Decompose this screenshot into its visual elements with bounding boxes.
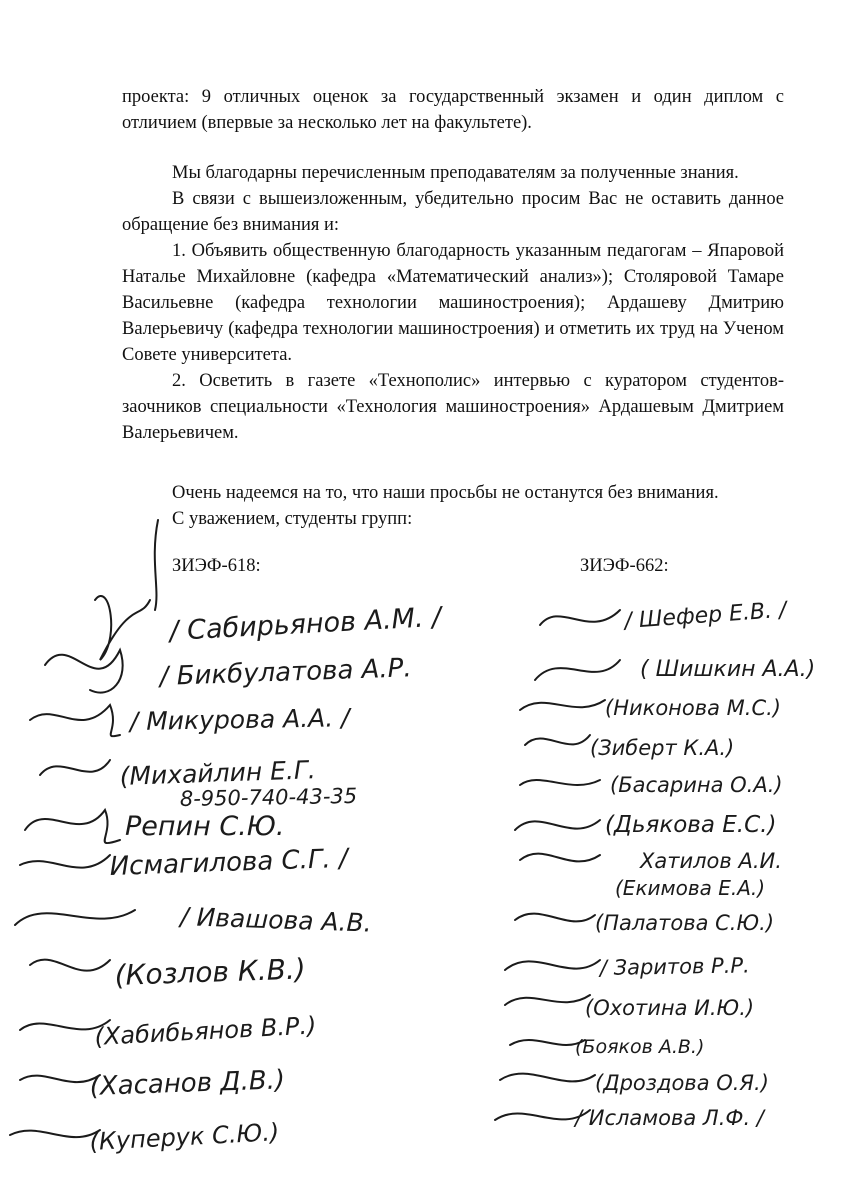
signature-right-14: / Исламова Л.Ф. / xyxy=(575,1106,764,1130)
signature-left-1: / Сабирьянов А.М. / xyxy=(168,601,442,647)
signature-left-9: (Хабибьянов В.Р.) xyxy=(93,1011,318,1051)
signature-right-6: (Дьякова Е.С.) xyxy=(605,812,777,838)
signature-right-4: (Зиберт К.А.) xyxy=(590,736,735,760)
paragraph-project-results: проекта: 9 отличных оценок за государственный экзамен и один диплом с отличием (впервые за несколько лет на факультете). xyxy=(122,87,784,133)
group-title-left: ЗИЭФ-618: xyxy=(172,556,261,576)
group-title-right: ЗИЭФ-662: xyxy=(580,556,669,576)
signature-left-8: (Козлов К.В.) xyxy=(114,952,307,992)
signature-left-3: / Микурова А.А. / xyxy=(129,703,350,736)
signature-left-7: / Ивашова А.В. xyxy=(179,902,373,938)
signature-right-13: (Дроздова О.Я.) xyxy=(595,1071,769,1095)
signature-right-10: / Заритов Р.Р. xyxy=(599,953,750,980)
signature-left-11: (Куперук С.Ю.) xyxy=(88,1118,280,1156)
signature-right-1: / Шефер Е.В. / xyxy=(623,597,788,634)
signature-left-2: / Бикбулатова А.Р. xyxy=(159,653,413,692)
signature-right-9: (Палатова С.Ю.) xyxy=(595,911,775,935)
signature-right-8: (Екимова Е.А.) xyxy=(615,876,766,900)
signature-right-3: (Никонова М.С.) xyxy=(605,696,781,720)
signature-left-phone: 8-950-740-43-35 xyxy=(179,783,358,811)
paragraph-regards: С уважением, студенты групп: xyxy=(172,509,413,529)
request-item-1: 1. Объявить общественную благодарность указанным педагогам – Япаровой Наталье Михайловне (кафедра «Математический анализ»); Столяровой Тамаре Васильевне (кафедра технологии машиностроения); Ардашеву Дмитрию Валерьевичу (кафедра технологии машиностроения) и отметить их труд на Ученом Совете университета. xyxy=(122,241,784,365)
signature-right-5: (Басарина О.А.) xyxy=(610,773,783,797)
signature-left-10: (Хасанов Д.В.) xyxy=(89,1065,286,1102)
signature-right-2: ( Шишкин А.А.) xyxy=(640,657,816,682)
signature-left-4: (Михайлин Е.Г. xyxy=(119,755,317,791)
signature-left-5: Репин С.Ю. xyxy=(125,811,285,842)
signature-right-11: (Охотина И.Ю.) xyxy=(585,996,755,1020)
paragraph-hope: Очень надеемся на то, что наши просьбы не останутся без внимания. xyxy=(172,483,719,503)
signature-right-12: (Бояков А.В.) xyxy=(575,1036,705,1058)
request-item-2: 2. Осветить в газете «Технополис» интервью с куратором студентов-заочников специальности «Технология машиностроения» Ардашевым Дмитрием Валерьевичем. xyxy=(122,371,784,443)
paragraph-request: В связи с вышеизложенным, убедительно просим Вас не оставить данное обращение без внимания и: xyxy=(122,189,784,235)
signature-left-6: Исмагилова С.Г. / xyxy=(109,843,349,882)
signature-right-7: Хатилов А.И. xyxy=(640,849,782,873)
paragraph-gratitude: Мы благодарны перечисленным преподавателям за полученные знания. xyxy=(172,163,739,183)
